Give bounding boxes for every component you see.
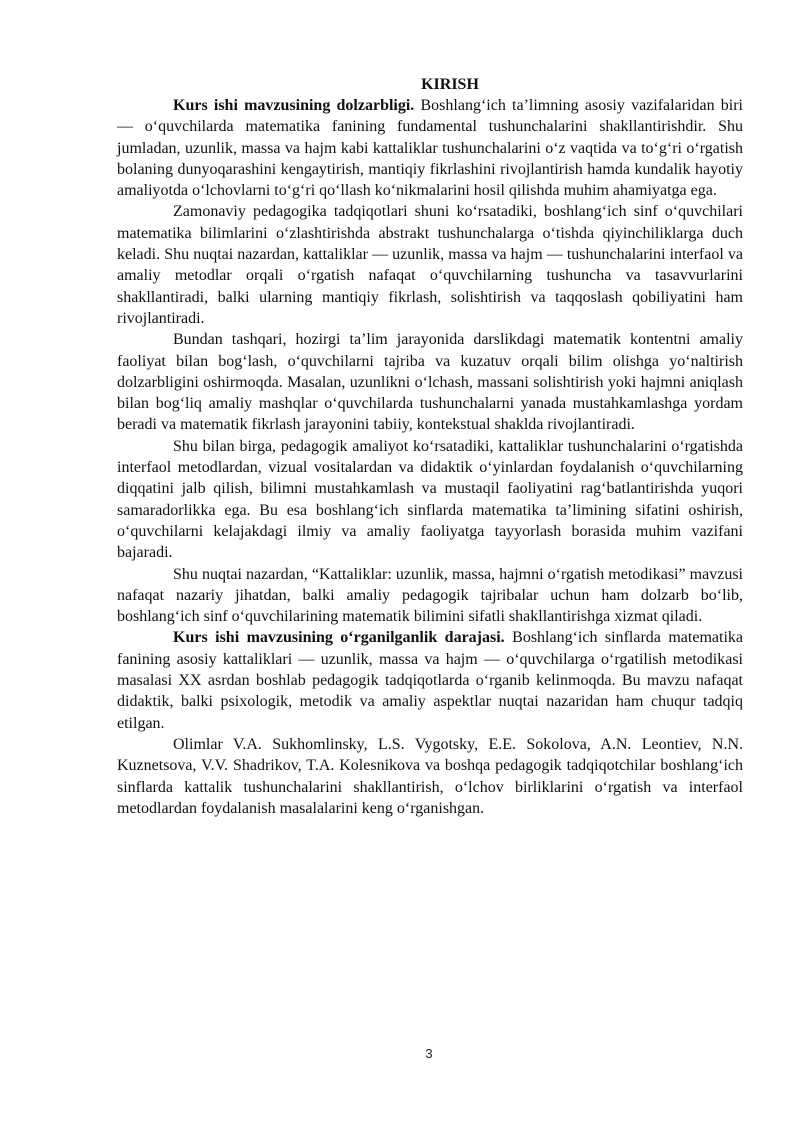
paragraph-lead-relevance: Kurs ishi mavzusining dolzarbligi. [173,97,415,114]
paragraph-text: Olimlar V.A. Sukhomlinsky, L.S. Vygotsky, E.E. Sokolova, A.N. Leontiev, N.N. Kuznetsova, V.V. Shadrikov, T.A. Kolesnikova va boshqa pedagogik tadqiqotchilar boshlang‘ich sinflarda kattalik tushunchalarini shakllantirish, o‘lchov birliklarini o‘rgatish va interfaol metodlardan foydalanish masalalarini keng o‘rganishgan. [117,735,743,817]
page-number: 3 [425,1046,433,1061]
paragraph-text: Shu bilan birga, pedagogik amaliyot ko‘rsatadiki, kattaliklar tushunchalarini o‘rgatishda interfaol metodlardan, vizual vositalardan va didaktik o‘yinlardan foydalanish o‘quvchilarning diqqatini jalb qilish, bilimni mustahkamlash va mustaqil faoliyatini rag‘batlantirishda yuqori samaradorlikka ega. Bu esa boshlang‘ich sinflarda matematika ta’limining sifatini oshirish, o‘quvchilarni kelajakdagi ilmiy va amaliy faoliyatga tayyorlash borasida muhim vazifani bajaradi. [117,437,743,562]
section-title: KIRISH [421,76,479,93]
paragraph-text: Shu nuqtai nazardan, “Kattaliklar: uzunlik, massa, hajmni o‘rgatish metodikasi” mavzusi nafaqat nazariy jihatdan, balki amaliy pedagogik tajribalar uchun ham dolzarb bo‘lib, boshlang‘ich sinf o‘quvchilarining matematik bilimini sifatli shakllantirishga xizmat qiladi. [117,565,743,626]
paragraph-text: Bundan tashqari, hozirgi ta’lim jarayonida darslikdagi matematik kontentni amaliy faoliyat bilan bog‘lash, o‘quvchilarni tajriba va kuzatuv orqali bilim olishga yo‘naltirish dolzarbligini oshirmoqda. Masalan, uzunlikni o‘lchash, massani solishtirish yoki hajmni aniqlash bilan bog‘liq amaliy mashqlar o‘quvchilarda tushunchalarni yanada mustahkamlashga yordam beradi va matematik fikrlash jarayonini tabiiy, kontekstual shaklda rivojlantiradi. [117,331,743,434]
paragraph-study-degree [117,627,743,733]
paragraph-text: Boshlang‘ich sinflarda matematika fanining asosiy kattaliklari — uzunlik, massa va hajm — o‘quvchilarga o‘rgatilish metodikasi masalasi XX asrdan boshlab pedagogik tadqiqotlarda o‘rganib kelinmoqda. Bu mavzu nafaqat didaktik, balki psixologik, metodik va amaliy aspektlar nuqtai nazaridan ham chuqur tadqiq etilgan. [117,629,743,732]
paragraph-text: Zamonaviy pedagogika tadqiqotlari shuni ko‘rsatadiki, boshlang‘ich sinf o‘quvchilari matematika bilimlarini o‘zlashtirishda abstrakt tushunchalarga o‘tishda qiyinchiliklarga duch keladi. Shu nuqtai nazardan, kattaliklar — uzunlik, massa va hajm — tushunchalarini interfaol va amaliy metodlar orqali o‘rgatish nafaqat o‘quvchilarning tushuncha va tasavvurlarini shakllantiradi, balki ularning mantiqiy fikrlash, solishtirish va taqqoslash qobiliyatini ham rivojlantiradi. [117,203,743,327]
document-page [117,74,743,819]
paragraph-relevance [117,95,743,201]
paragraph-interactive-methods [117,436,743,564]
paragraph-modern-pedagogy [117,201,743,329]
paragraph-scholars [117,734,743,819]
paragraph-topic-importance [117,564,743,628]
paragraph-practical-activity [117,329,743,435]
paragraph-text: Boshlang‘ich ta’limning asosiy vazifalaridan biri — o‘quvchilarda matematika fanining fundamental tushunchalarini shakllantirishdir. Shu jumladan, uzunlik, massa va hajm kabi kattaliklar tushunchalarini o‘z vaqtida va to‘g‘ri o‘rgatish bolaning dunyoqarashini kengaytirish, mantiqiy fikrlashini rivojlantirish hamda kundalik hayotiy amaliyotda o‘lchovlarni to‘g‘ri qo‘llash ko‘nikmalarini hosil qilishda muhim ahamiyatga ega. [117,97,743,200]
paragraph-lead-study-degree: Kurs ishi mavzusining o‘rganilganlik darajasi. [173,629,505,647]
